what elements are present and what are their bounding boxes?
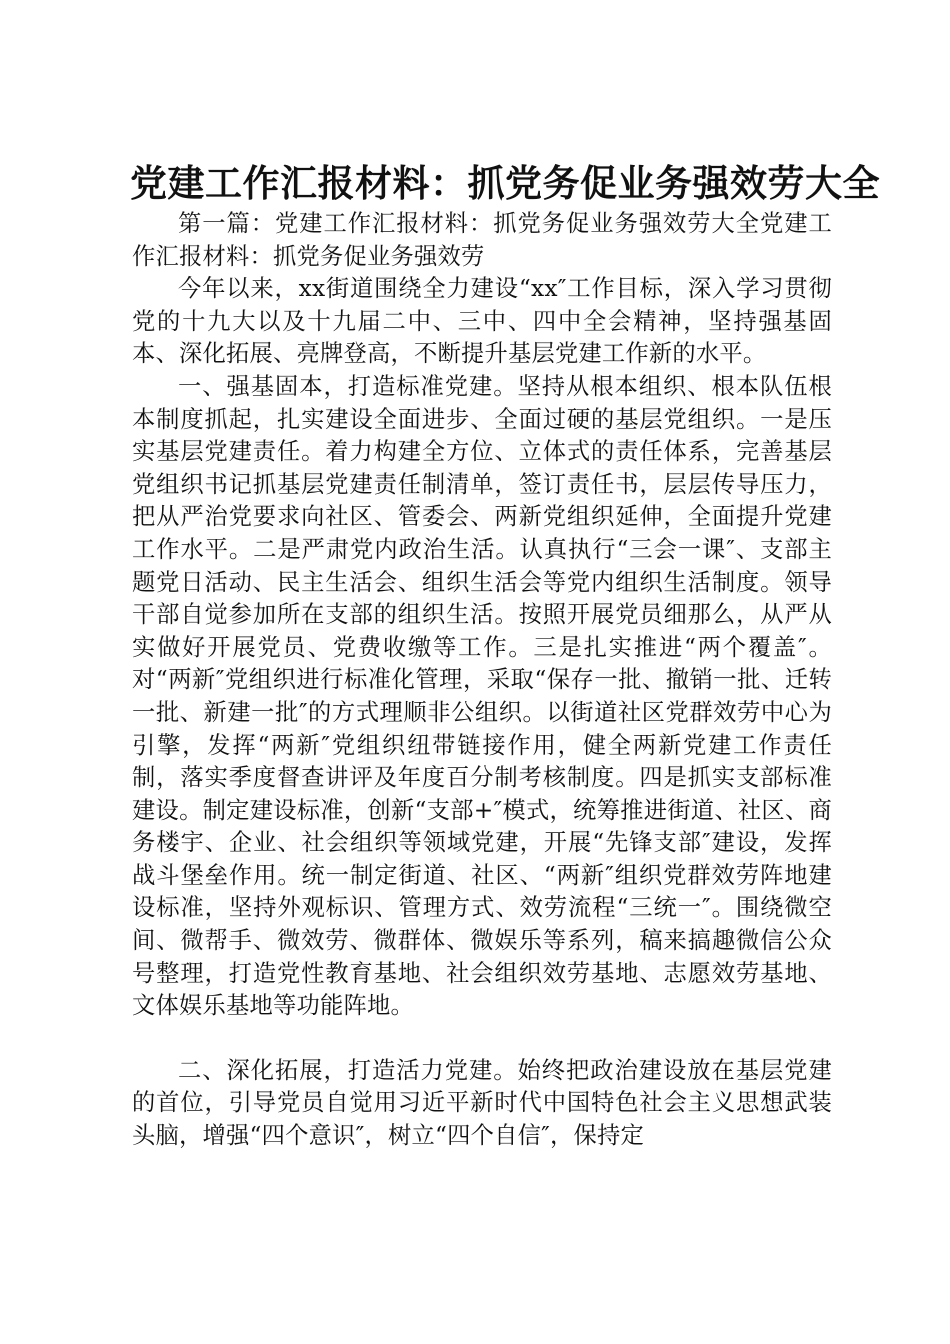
paragraph-overview: 今年以来，xx街道围绕全力建设“xx″工作目标，深入学习贯彻党的十九大以及十九届二中、三中、四中全会精神，坚持强基固本、深化拓展、亮牌登高，不断提升基层党建工作新的水平。 bbox=[132, 275, 832, 368]
document-title: 党建工作汇报材料：抓党务促业务强效劳大全 bbox=[130, 161, 880, 205]
paragraph-intro: 第一篇：党建工作汇报材料：抓党务促业务强效劳大全党建工作汇报材料：抓党务促业务强效劳 bbox=[132, 210, 832, 270]
paragraph-section-two: 二、深化拓展，打造活力党建。始终把政治建设放在基层党建的首位，引导党员自觉用习近平新时代中国特色社会主义思想武装头脑，增强“四个意识″，树立“四个自信″，保持定 bbox=[132, 1056, 832, 1150]
paragraph-spacer bbox=[132, 1023, 832, 1055]
document-page bbox=[130, 158, 880, 1153]
paragraph-section-one: 一、强基固本，打造标准党建。坚持从根本组织、根本队伍根本制度抓起，扎实建设全面进步、全面过硬的基层党组织。一是压实基层党建责任。着力构建全方位、立体式的责任体系，完善基层党组织书记抓基层党建责任制清单，签订责任书，层层传导压力，把从严治党要求向社区、管委会、两新党组织延伸，全面提升党建工作水平。二是严肃党内政治生活。认真执行“三会一课″、支部主题党日活动、民主生活会、组织生活会等党内组织生活制度。领导干部自觉参加所在支部的组织生活。按照开展党员细那么，从严从实做好开展党员、党费收缴等工作。三是扎实推进“两个覆盖″。对“两新″党组织进行标准化管理，采取“保存一批、撤销一批、迁转一批、新建一批″的方式理顺非公组织。以街道社区党群效劳中心为引擎，发挥“两新″党组织纽带链接作用，健全两新党建工作责任制，落实季度督查讲评及年度百分制考核制度。四是抓实支部标准建设。制定建设标准，创新“支部+″模式，统筹推进街道、社区、商务楼宇、企业、社会组织等领域党建，开展“先锋支部″建设，发挥战斗堡垒作用。统一制定街道、社区、“两新″组织党群效劳阵地建设标准，坚持外观标识、管理方式、效劳流程“三统一″。围绕微空间、微帮手、微效劳、微群体、微娱乐等系列，稿来搞趣微信公众号整理，打造党性教育基地、社会组织效劳基地、志愿效劳基地、文体娱乐基地等功能阵地。 bbox=[132, 372, 832, 1020]
